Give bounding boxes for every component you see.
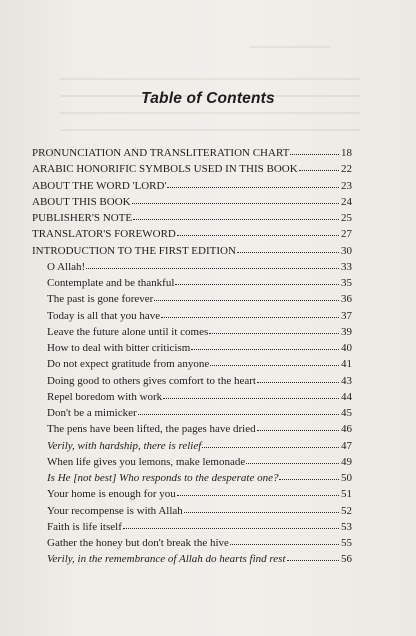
bleed-through-text: [0, 0, 416, 140]
toc-entry-label: ARABIC HONORIFIC SYMBOLS USED IN THIS BOOK: [32, 163, 298, 176]
dot-leader: [299, 160, 339, 171]
toc-entry-label: PRONUNCIATION AND TRANSLITERATION CHART: [32, 147, 290, 159]
toc-entry[interactable]: [32, 486, 352, 502]
toc-entry-page-number: 56: [341, 553, 352, 566]
toc-entry-label: INTRODUCTION TO THE FIRST EDITION: [32, 244, 236, 257]
dot-leader: [161, 307, 339, 318]
dot-leader: [246, 453, 339, 464]
toc-entry[interactable]: [32, 389, 352, 405]
toc-entry[interactable]: [32, 421, 352, 437]
toc-entry-page-number: 22: [341, 163, 352, 176]
toc-entry-label: Leave the future alone until it comes: [47, 325, 209, 338]
toc-entry[interactable]: [32, 275, 352, 291]
toc-entry-page-number: 50: [341, 472, 352, 484]
table-of-contents: [32, 145, 352, 568]
toc-entry-page-number: 47: [341, 439, 352, 452]
toc-entry-page-number: 36: [341, 293, 352, 306]
toc-entry-label: Your home is enough for you: [47, 488, 176, 501]
toc-entry[interactable]: [32, 324, 352, 340]
dot-leader: [230, 534, 339, 545]
toc-entry-label: ABOUT THIS BOOK: [32, 195, 131, 208]
toc-entry-page-number: 49: [341, 455, 352, 468]
toc-entry-page-number: 39: [341, 325, 352, 338]
dot-leader: [154, 290, 339, 301]
toc-entry-page-number: 24: [341, 195, 352, 208]
toc-entry-label: Your recompense is with Allah: [47, 504, 183, 517]
toc-entry-page-number: 40: [341, 342, 352, 354]
toc-entry[interactable]: [32, 308, 352, 324]
toc-entry-label: Do not expect gratitude from anyone: [47, 358, 210, 371]
dot-leader: [191, 339, 339, 350]
toc-entry-label: Repel boredom with work: [47, 390, 163, 403]
toc-entry[interactable]: [32, 340, 352, 356]
toc-entry-page-number: 37: [341, 309, 352, 322]
toc-entry-page-number: 33: [341, 260, 352, 273]
toc-entry-page-number: 35: [341, 277, 352, 289]
dot-leader: [123, 518, 339, 529]
dot-leader: [237, 242, 339, 253]
toc-entry-page-number: 23: [341, 179, 352, 192]
toc-entry-page-number: 52: [341, 504, 352, 517]
dot-leader: [257, 372, 339, 383]
toc-entry-page-number: 43: [341, 374, 352, 387]
toc-entry-page-number: 53: [341, 520, 352, 533]
toc-entry-page-number: 45: [341, 407, 352, 419]
dot-leader: [132, 193, 339, 204]
toc-entry[interactable]: [32, 210, 352, 226]
toc-entry-label: The past is gone forever: [47, 293, 154, 306]
toc-entry[interactable]: [32, 259, 352, 275]
dot-leader: [287, 550, 339, 561]
toc-entry[interactable]: [32, 503, 352, 519]
toc-entry-page-number: 25: [341, 212, 352, 224]
toc-entry-page-number: 27: [341, 228, 352, 241]
dot-leader: [202, 437, 339, 448]
toc-entry-label: PUBLISHER'S NOTE: [32, 212, 133, 224]
dot-leader: [210, 355, 339, 366]
dot-leader: [209, 323, 339, 334]
toc-entry-label: TRANSLATOR'S FOREWORD: [32, 228, 176, 241]
toc-entry-label: Contemplate and be thankful: [47, 277, 175, 289]
toc-entry-label: ABOUT THE WORD 'LORD': [32, 179, 167, 192]
dot-leader: [279, 469, 339, 480]
toc-entry-label: Today is all that you have: [47, 309, 161, 322]
toc-entry[interactable]: [32, 243, 352, 259]
toc-entry-page-number: 41: [341, 358, 352, 371]
dot-leader: [184, 502, 339, 513]
toc-entry[interactable]: [32, 178, 352, 194]
dot-leader: [257, 420, 339, 431]
toc-entry-label: How to deal with bitter criticism: [47, 342, 191, 354]
toc-entry[interactable]: [32, 145, 352, 161]
dot-leader: [290, 144, 339, 155]
toc-entry-page-number: 51: [341, 488, 352, 501]
toc-entry[interactable]: [32, 356, 352, 372]
toc-entry[interactable]: [32, 161, 352, 177]
toc-entry-label: Faith is life itself: [47, 520, 122, 533]
toc-entry-label: Is He [not best] Who responds to the desperate one?: [47, 472, 279, 484]
dot-leader: [133, 209, 339, 220]
toc-entry[interactable]: [32, 551, 352, 567]
toc-entry[interactable]: [32, 194, 352, 210]
dot-leader: [163, 388, 339, 399]
toc-entry-page-number: 30: [341, 244, 352, 257]
toc-entry[interactable]: [32, 291, 352, 307]
dot-leader: [138, 404, 339, 415]
toc-entry[interactable]: [32, 470, 352, 486]
toc-entry-label: Verily, in the remembrance of Allah do hearts find rest: [47, 553, 286, 566]
dot-leader: [177, 225, 339, 236]
toc-entry-page-number: 18: [341, 147, 352, 159]
toc-entry[interactable]: [32, 226, 352, 242]
dot-leader: [86, 258, 339, 269]
toc-entry[interactable]: [32, 535, 352, 551]
page-title: Table of Contents: [141, 90, 275, 107]
toc-entry[interactable]: [32, 454, 352, 470]
toc-entry-page-number: 44: [341, 390, 352, 403]
toc-entry-label: Gather the honey but don't break the hive: [47, 537, 229, 549]
toc-entry-page-number: 46: [341, 423, 352, 436]
toc-entry[interactable]: [32, 373, 352, 389]
toc-entry-page-number: 55: [341, 537, 352, 549]
toc-entry-label: Don't be a mimicker: [47, 407, 137, 419]
dot-leader: [175, 274, 339, 285]
toc-entry[interactable]: [32, 438, 352, 454]
dot-leader: [167, 177, 339, 188]
toc-entry-label: Verily, with hardship, there is relief: [47, 439, 202, 452]
toc-entry-label: When life gives you lemons, make lemonade: [47, 455, 246, 468]
toc-entry-label: O Allah!: [47, 260, 86, 273]
dot-leader: [177, 485, 339, 496]
toc-entry-label: Doing good to others gives comfort to the heart: [47, 374, 256, 387]
toc-entry-label: The pens have been lifted, the pages have dried: [47, 423, 256, 436]
toc-entry[interactable]: [32, 519, 352, 535]
toc-entry[interactable]: [32, 405, 352, 421]
